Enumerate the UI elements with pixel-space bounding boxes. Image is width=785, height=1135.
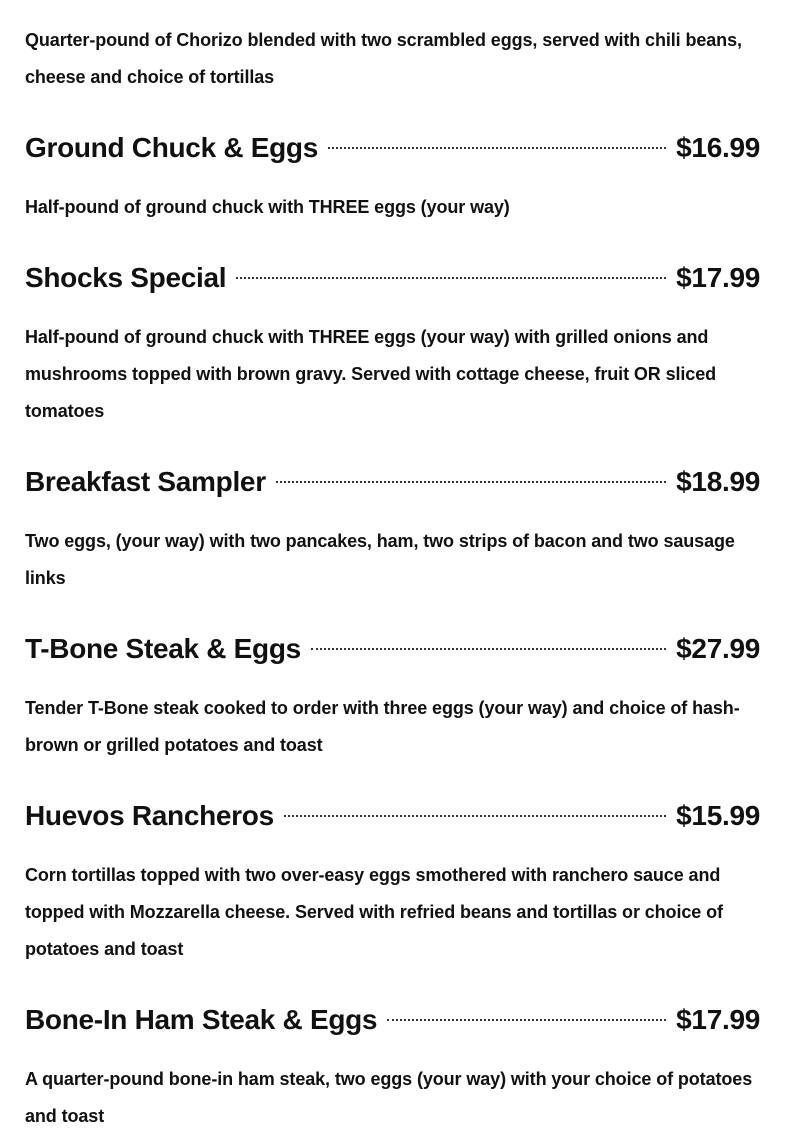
item-header — [25, 126, 760, 170]
dotted-leader — [276, 481, 666, 483]
dotted-leader — [284, 815, 666, 817]
item-header — [25, 998, 760, 1042]
item-price: $27.99 — [676, 633, 760, 664]
item-header — [25, 460, 760, 504]
item-description: Two eggs, (your way) with two pancakes, ham, two strips of bacon and two sausage links — [25, 531, 735, 588]
item-price: $17.99 — [676, 1004, 760, 1035]
item-name: Breakfast Sampler — [25, 466, 266, 497]
menu-item-bone-in-ham-steak-eggs — [25, 998, 760, 1135]
menu-item-huevos-rancheros — [25, 794, 760, 968]
item-price: $15.99 — [676, 800, 760, 831]
item-name: Shocks Special — [25, 262, 227, 293]
item-description: Quarter-pound of Chorizo blended with two scrambled eggs, served with chili beans, cheese and choice of tortillas — [25, 30, 742, 87]
menu-item-breakfast-sampler — [25, 460, 760, 597]
item-header — [25, 627, 760, 671]
item-name: T-Bone Steak & Eggs — [25, 633, 301, 664]
item-description: Corn tortillas topped with two over-easy eggs smothered with ranchero sauce and topped with Mozzarella cheese. Served with refried beans and tortillas or choice of potatoes and toast — [25, 865, 723, 959]
menu-item-ground-chuck-eggs — [25, 126, 760, 226]
menu-item-shocks-special — [25, 256, 760, 430]
menu-item-partial — [25, 22, 760, 96]
item-price: $17.99 — [676, 262, 760, 293]
item-name: Ground Chuck & Eggs — [25, 132, 318, 163]
dotted-leader — [311, 648, 666, 650]
item-price: $18.99 — [676, 466, 760, 497]
item-header — [25, 794, 760, 838]
item-name: Huevos Rancheros — [25, 800, 274, 831]
item-price: $16.99 — [676, 132, 760, 163]
item-header — [25, 256, 760, 300]
item-description: A quarter-pound bone-in ham steak, two eggs (your way) with your choice of potatoes and toast — [25, 1069, 753, 1126]
dotted-leader — [387, 1019, 666, 1021]
dotted-leader — [236, 277, 666, 279]
breakfast-menu — [25, 0, 760, 1135]
dotted-leader — [328, 147, 666, 149]
item-description: Half-pound of ground chuck with THREE eggs (your way) — [25, 197, 510, 217]
item-name: Bone-In Ham Steak & Eggs — [25, 1004, 378, 1035]
item-description: Half-pound of ground chuck with THREE eggs (your way) with grilled onions and mushrooms topped with brown gravy. Served with cottage cheese, fruit OR sliced tomatoes — [25, 327, 717, 421]
menu-item-t-bone-steak-eggs — [25, 627, 760, 764]
item-description: Tender T-Bone steak cooked to order with three eggs (your way) and choice of hash-brown or grilled potatoes and toast — [25, 698, 740, 755]
